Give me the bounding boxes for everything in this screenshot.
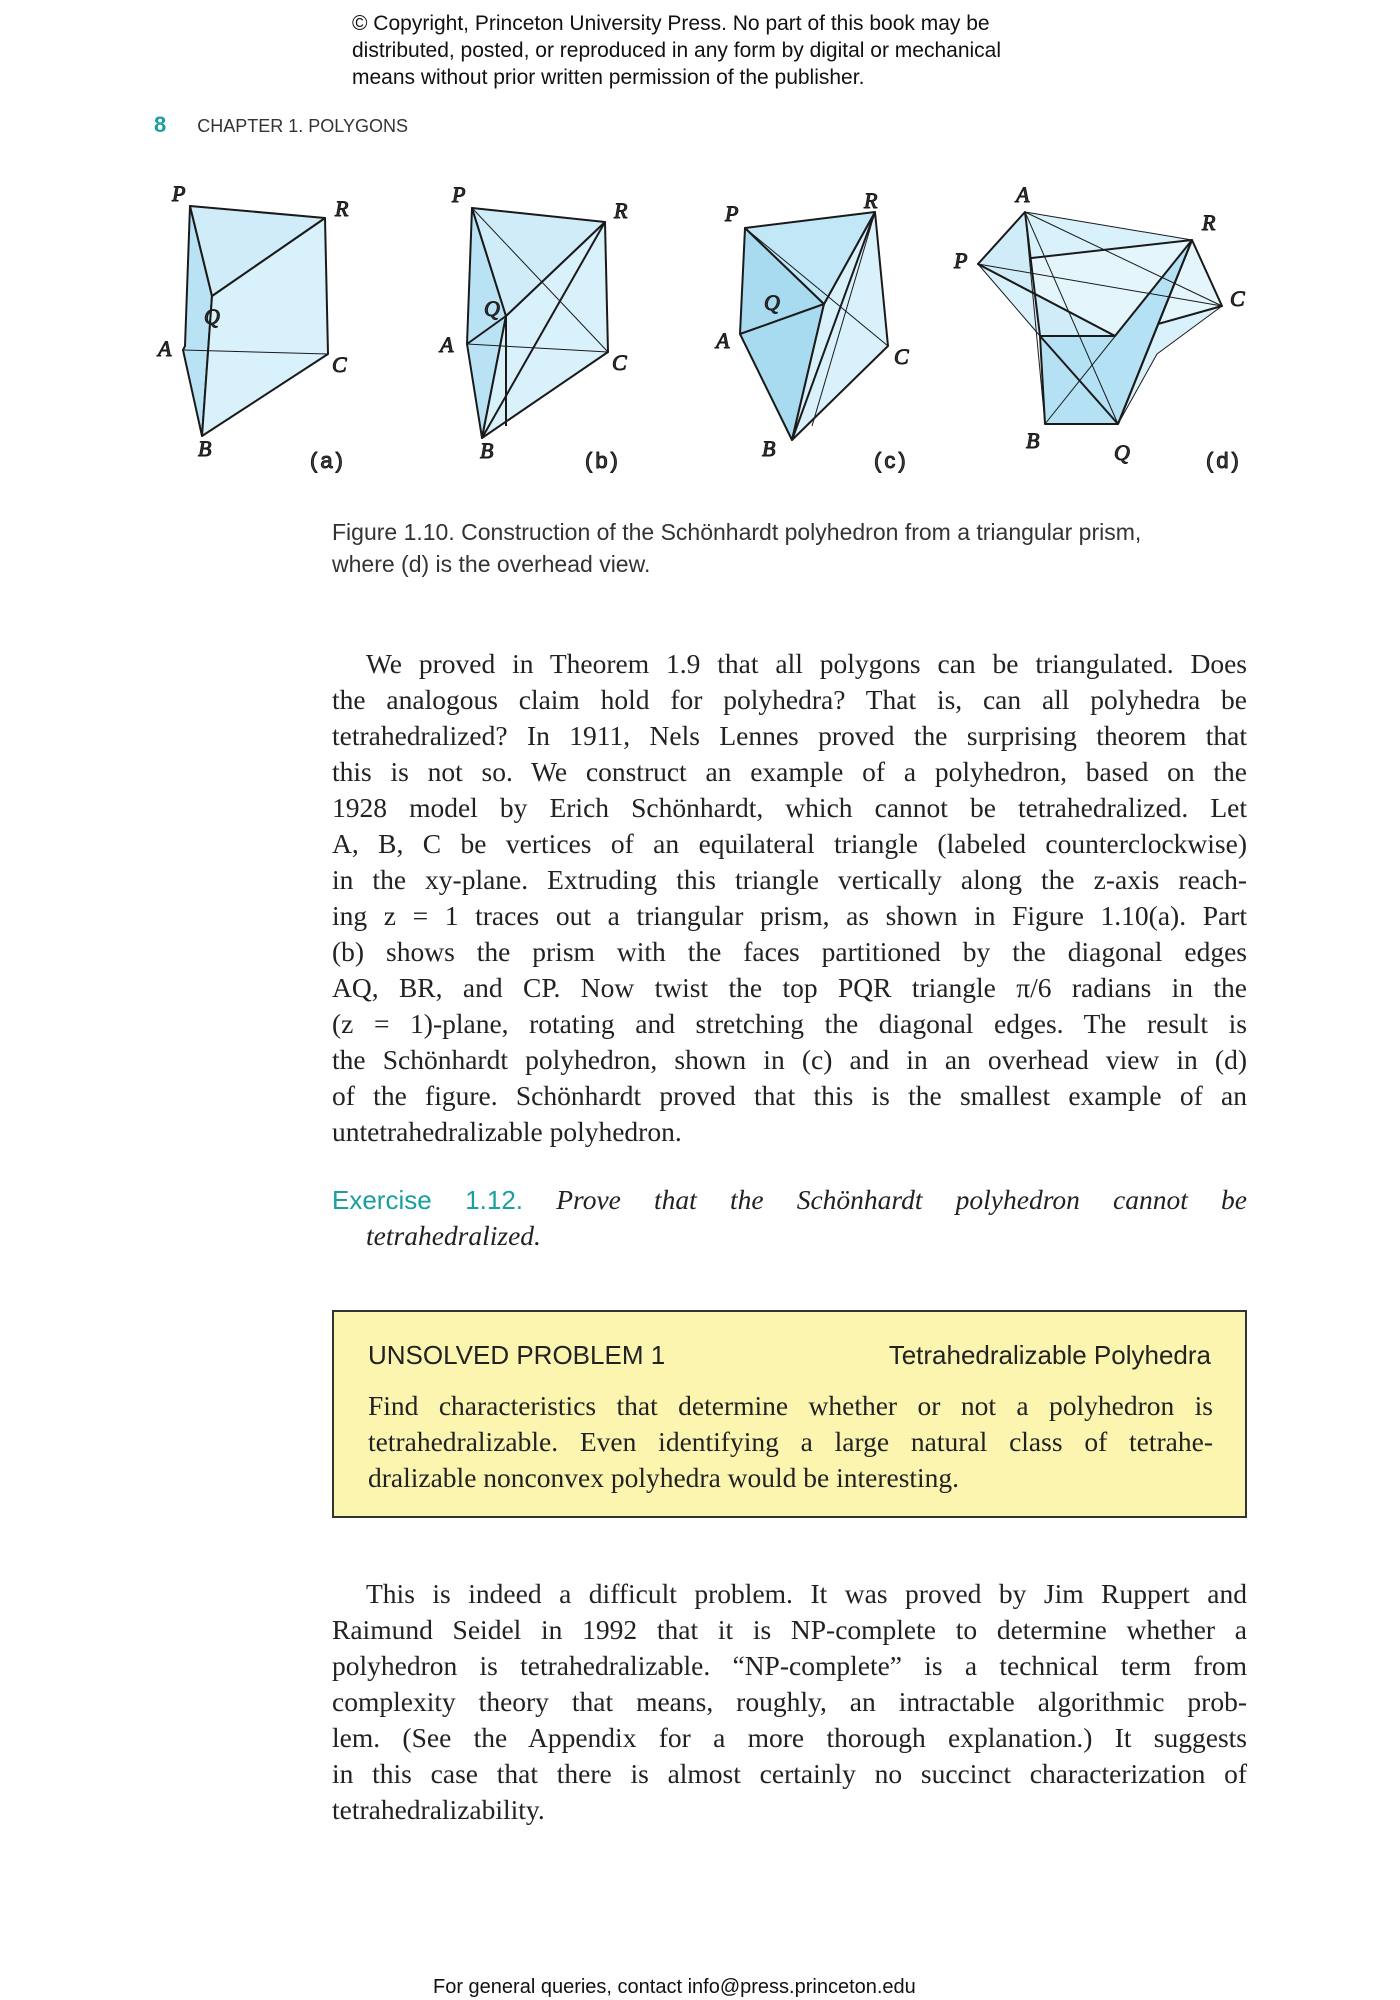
figure-1-10 — [140, 176, 1270, 486]
text-line: Raimund Seidel in 1992 that it is NP-complete to determine whether a — [332, 1614, 1247, 1645]
subfigure-label: (d) — [1206, 448, 1242, 473]
exercise-line — [332, 1182, 1247, 1218]
exercise-1-12 — [332, 1182, 1247, 1254]
label-P: P — [172, 181, 186, 206]
label-Q: Q — [204, 304, 220, 329]
text-line: 1928 model by Erich Schönhardt, which cannot be tetrahedralized. Let — [332, 792, 1247, 823]
panel-d — [953, 182, 1245, 473]
text-line: We proved in Theorem 1.9 that all polygons can be triangulated. Does — [366, 648, 1247, 679]
label-P: P — [725, 201, 739, 226]
text-line: A, B, C be vertices of an equilateral triangle (labeled counterclockwise) — [332, 828, 1247, 859]
label-P: P — [954, 248, 968, 273]
subfigure-label: (a) — [310, 448, 346, 473]
text-line: dralizable nonconvex polyhedra would be interesting. — [368, 1462, 960, 1493]
page-number: 8 — [154, 112, 167, 137]
panel-a — [156, 181, 349, 473]
label-A: A — [716, 328, 730, 353]
paragraph-1 — [332, 646, 1247, 1150]
text-line: lem. (See the Appendix for a more thorough explanation.) It suggests — [332, 1722, 1247, 1753]
panel-c — [714, 188, 909, 473]
copyright-line: means without prior written permission of the publisher. — [352, 66, 865, 89]
problem-topic: Tetrahedralizable Polyhedra — [888, 1340, 1211, 1370]
figure-illustration — [140, 176, 1270, 486]
text-line: complexity theory that means, roughly, an intractable algorithmic prob- — [332, 1686, 1247, 1717]
text-line: this is not so. We construct an example of a polyhedron, based on the — [332, 756, 1247, 787]
subfigure-label: (c) — [874, 448, 909, 473]
label-R: R — [1202, 210, 1216, 235]
label-C: C — [1230, 286, 1245, 311]
caption-line: Figure 1.10. Construction of the Schönhardt polyhedron from a triangular prism, — [332, 519, 1142, 545]
text-line: This is indeed a difficult problem. It was proved by Jim Ruppert and — [366, 1578, 1247, 1609]
chapter-title: CHAPTER 1. POLYGONS — [197, 116, 408, 136]
text-line: the Schönhardt polyhedron, shown in (c) and in an overhead view in (d) — [332, 1044, 1247, 1075]
label-C: C — [612, 350, 627, 375]
paragraph-2 — [332, 1576, 1247, 1828]
label-B: B — [1026, 428, 1040, 453]
label-Q: Q — [1114, 440, 1130, 465]
label-R: R — [335, 196, 349, 221]
label-R: R — [614, 198, 628, 223]
label-Q: Q — [764, 290, 780, 315]
label-A: A — [440, 332, 454, 357]
text-line: polyhedron is tetrahedralizable. “NP-complete” is a technical term from — [332, 1650, 1247, 1681]
label-B: B — [480, 438, 494, 463]
exercise-statement: Prove that the Schönhardt polyhedron cannot be — [556, 1184, 1248, 1215]
label-C: C — [332, 352, 347, 377]
text-line: of the figure. Schönhardt proved that this is the smallest example of an — [332, 1080, 1247, 1111]
problem-title: UNSOLVED PROBLEM 1 — [368, 1340, 666, 1370]
exercise-statement-cont: tetrahedralized. — [366, 1220, 541, 1251]
label-C: C — [894, 344, 909, 369]
text-line: in this case that there is almost certainly no succinct characterization of — [332, 1758, 1247, 1789]
panel-b — [438, 182, 628, 473]
unsolved-problem-box — [332, 1310, 1247, 1518]
text-line: Find characteristics that determine whether or not a polyhedron is — [368, 1390, 1213, 1421]
text-line: tetrahedralizable. Even identifying a large natural class of tetrahe- — [368, 1426, 1213, 1457]
label-B: B — [762, 436, 776, 461]
label-P: P — [452, 182, 466, 207]
problem-header — [368, 1340, 1211, 1371]
text-line: ing z = 1 traces out a triangular prism, as shown in Figure 1.10(a). Part — [332, 900, 1247, 931]
exercise-label: Exercise 1.12. — [332, 1185, 524, 1215]
text-line: (b) shows the prism with the faces partitioned by the diagonal edges — [332, 936, 1247, 967]
text-line: untetrahedralizable polyhedron. — [332, 1116, 682, 1147]
text-line: tetrahedralized? In 1911, Nels Lennes proved the surprising theorem that — [332, 720, 1247, 751]
label-Q: Q — [484, 296, 500, 321]
subfigure-label: (b) — [585, 448, 621, 473]
label-A: A — [1016, 182, 1030, 207]
text-line: tetrahedralizability. — [332, 1794, 545, 1825]
copyright-line: © Copyright, Princeton University Press. No part of this book may be — [352, 12, 990, 35]
text-line: AQ, BR, and CP. Now twist the top PQR triangle π/6 radians in the — [332, 972, 1247, 1003]
running-head — [154, 112, 408, 138]
problem-body — [368, 1388, 1213, 1496]
label-R: R — [864, 188, 878, 213]
figure-caption — [332, 516, 1252, 580]
label-B: B — [198, 436, 212, 461]
copyright-line: distributed, posted, or reproduced in any form by digital or mechanical — [352, 39, 1002, 62]
copyright-notice — [352, 10, 1072, 91]
footer-contact: For general queries, contact info@press.princeton.edu — [433, 1976, 916, 1998]
label-A: A — [158, 336, 172, 361]
caption-line: where (d) is the overhead view. — [332, 551, 651, 577]
text-line: (z = 1)-plane, rotating and stretching the diagonal edges. The result is — [332, 1008, 1247, 1039]
text-line: the analogous claim hold for polyhedra? That is, can all polyhedra be — [332, 684, 1247, 715]
text-line: in the xy-plane. Extruding this triangle vertically along the z-axis reach- — [332, 864, 1247, 895]
